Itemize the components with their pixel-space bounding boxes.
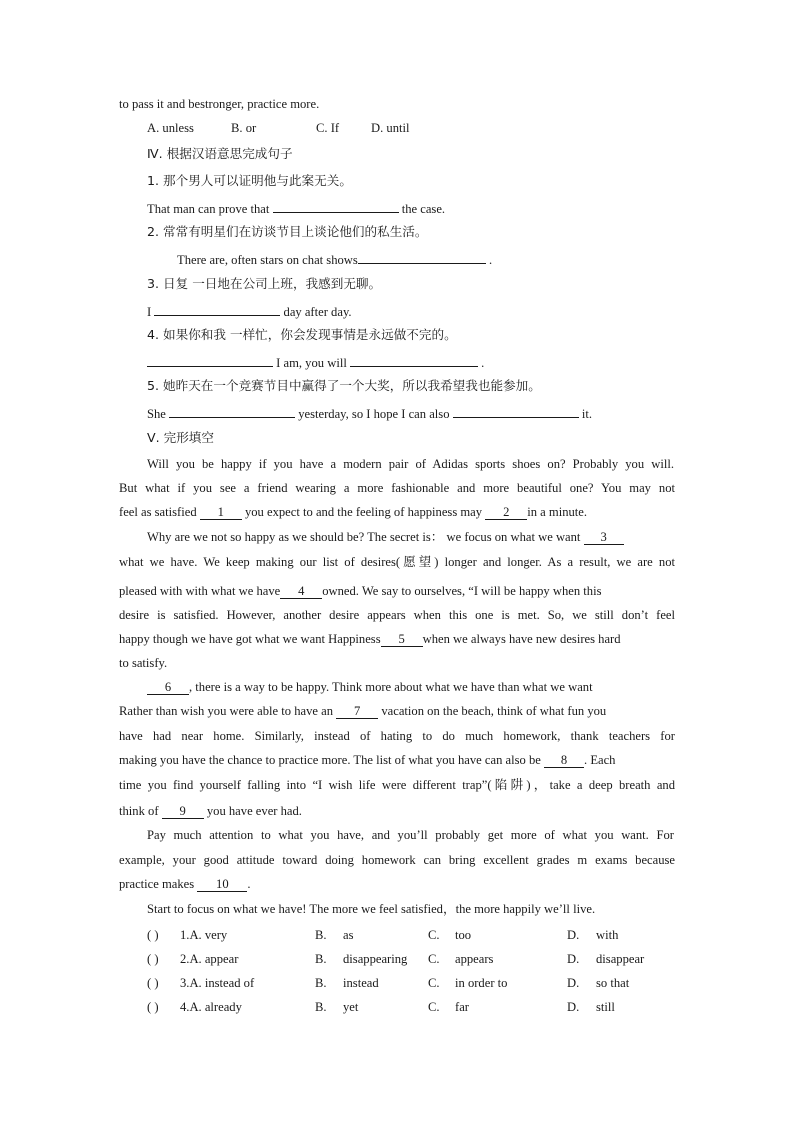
p2-line2: what we have. We keep making our list of desires(愿望) longer and longer. As a result, we are not: [119, 555, 675, 569]
item3-before: I: [147, 305, 152, 319]
p1-text-a: feel as satisfied: [119, 505, 197, 519]
prev-option-d: D. until: [371, 121, 410, 135]
section4-item1-cn: 1. 那个男人可以证明他与此案无关。: [147, 173, 352, 188]
p3-text-e: . Each: [584, 753, 616, 767]
option-b-letter: B.: [315, 952, 327, 966]
blank-2[interactable]: 2: [485, 506, 527, 520]
p3-line3: have had near home. Similarly, instead of hating to do much homework, thank teachers for: [119, 729, 675, 743]
section4-heading: Ⅳ. 根据汉语意思完成句子: [147, 146, 293, 161]
p3-text-c: vacation on the beach, think of what fun you: [381, 704, 607, 718]
p2-text-e: when we always have new desires hard: [422, 632, 621, 646]
p1-text-b: you expect to and the feeling of happiness may: [244, 505, 483, 519]
option-d-letter: D.: [567, 952, 580, 966]
blank-8[interactable]: 8: [544, 754, 584, 768]
item1-blank[interactable]: [273, 199, 399, 213]
blank-10[interactable]: 10: [197, 878, 247, 892]
item4-mid: I am, you will: [276, 356, 347, 370]
option-b[interactable]: yet: [343, 1000, 359, 1014]
p2-text-a: Why are we not so happy as we should be? The secret is： we focus on what we want: [147, 530, 581, 544]
answer-paren[interactable]: ( ): [147, 952, 159, 966]
option-b-letter: B.: [315, 976, 327, 990]
item4-blank-1[interactable]: [147, 353, 273, 367]
item2-after: .: [488, 253, 493, 267]
section4-item5-en: [147, 404, 592, 422]
blank-4[interactable]: 4: [280, 585, 322, 599]
item5-blank-2[interactable]: [453, 404, 579, 418]
section4-item3-cn: 3. 日复 一日地在公司上班，我感到无聊。: [147, 276, 382, 291]
section4-item2-en: [177, 250, 492, 268]
option-c[interactable]: far: [455, 1000, 469, 1014]
item5-blank-1[interactable]: [169, 404, 295, 418]
p4-line1: Pay much attention to what you have, and you’ll probably get more of what you want. For: [147, 828, 674, 842]
answer-paren[interactable]: ( ): [147, 976, 159, 990]
p5-line: Start to focus on what we have! The more we feel satisfied，the more happily we’ll live.: [147, 902, 596, 916]
p3-line4: [119, 752, 615, 768]
p1-text-c: in a minute.: [527, 505, 588, 519]
option-d[interactable]: so that: [596, 976, 630, 990]
section4-item2-cn: 2. 常常有明星们在访谈节目上谈论他们的私生活。: [147, 224, 428, 239]
blank-1[interactable]: 1: [200, 506, 242, 520]
section4-item1-en: [147, 199, 445, 217]
blank-7[interactable]: 7: [336, 705, 378, 719]
blank-5[interactable]: 5: [381, 633, 423, 647]
item1-after: the case.: [401, 202, 446, 216]
option-c[interactable]: too: [455, 928, 472, 942]
option-a[interactable]: 4.A. already: [180, 1000, 242, 1014]
intro-line: to pass it and bestronger, practice more.: [119, 97, 320, 111]
option-c-letter: C.: [428, 928, 440, 942]
item5-before: She: [147, 407, 166, 421]
option-c[interactable]: in order to: [455, 976, 508, 990]
option-b[interactable]: as: [343, 928, 354, 942]
option-c[interactable]: appears: [455, 952, 494, 966]
option-d[interactable]: disappear: [596, 952, 645, 966]
blank-6[interactable]: 6: [147, 681, 189, 695]
p1-line1: Will you be happy if you have a modern pair of Adidas sports shoes on? Probably you will.: [147, 457, 674, 471]
p4-text-a: practice makes: [119, 877, 195, 891]
p3-text-a: , there is a way to be happy. Think more about what we have than what we want: [189, 680, 593, 694]
p3-line1: [147, 679, 593, 695]
option-c-letter: C.: [428, 952, 440, 966]
option-b[interactable]: instead: [343, 976, 379, 990]
option-a[interactable]: 3.A. instead of: [180, 976, 255, 990]
section4-item4-en: [147, 353, 484, 371]
p2-line3: [119, 583, 602, 599]
p2-line5: [119, 631, 621, 647]
item5-mid: yesterday, so I hope I can also: [298, 407, 450, 421]
p4-line3: [119, 876, 250, 892]
option-c-letter: C.: [428, 976, 440, 990]
p3-text-g: you have ever had.: [206, 804, 302, 818]
item5-after: it.: [581, 407, 592, 421]
blank-3[interactable]: 3: [584, 531, 624, 545]
prev-option-c: C. If: [316, 121, 340, 135]
p4-line2: example, your good attitude toward doing homework can bring excellent grades m exams because: [119, 853, 675, 867]
section4-item5-cn: 5. 她昨天在一个竞赛节目中赢得了一个大奖，所以我希望我也能参加。: [147, 378, 541, 393]
section4-item3-en: [147, 302, 352, 320]
item4-blank-2[interactable]: [350, 353, 478, 367]
section5-heading: Ⅴ. 完形填空: [147, 430, 214, 445]
option-d-letter: D.: [567, 1000, 580, 1014]
prev-option-b: B. or: [231, 121, 257, 135]
option-d-letter: D.: [567, 928, 580, 942]
section4-item4-cn: 4. 如果你和我 一样忙，你会发现事情是永远做不完的。: [147, 327, 457, 342]
item2-blank[interactable]: [358, 250, 486, 264]
p2-text-b: pleased with with what we have: [119, 584, 281, 598]
p3-line5: time you find yourself falling into “I wish life were different trap”(陷阱)，take a deep breath and: [119, 778, 675, 792]
p1-line3: [119, 504, 587, 520]
p3-line2: [119, 703, 606, 719]
option-d[interactable]: still: [596, 1000, 615, 1014]
item2-before: There are, often stars on chat shows: [177, 253, 358, 267]
option-a[interactable]: 1.A. very: [180, 928, 228, 942]
option-c-letter: C.: [428, 1000, 440, 1014]
p3-text-d: making you have the chance to practice more. The list of what you have can also be: [119, 753, 541, 767]
prev-option-a: A. unless: [147, 121, 194, 135]
p3-text-f: think of: [119, 804, 159, 818]
option-d[interactable]: with: [596, 928, 619, 942]
p1-line2: But what if you see a friend wearing a more fashionable and more beautiful one? You may not: [119, 481, 675, 495]
option-b-letter: B.: [315, 1000, 327, 1014]
item3-blank[interactable]: [154, 302, 280, 316]
p2-line6: to satisfy.: [119, 656, 168, 670]
p4-text-b: .: [247, 877, 251, 891]
p2-text-d: happy though we have got what we want Happiness: [119, 632, 381, 646]
answer-paren[interactable]: ( ): [147, 1000, 159, 1014]
p3-line6: [119, 803, 302, 819]
p3-text-b: Rather than wish you were able to have an: [119, 704, 334, 718]
item1-before: That man can prove that: [147, 202, 270, 216]
option-a[interactable]: 2.A. appear: [180, 952, 239, 966]
option-d-letter: D.: [567, 976, 580, 990]
p2-line1: [147, 529, 624, 545]
p2-line4: desire is satisfied. However, another desire appears when this one is met. So, we still don’t feel: [119, 608, 675, 622]
answer-paren[interactable]: ( ): [147, 928, 159, 942]
item3-after: day after day.: [283, 305, 352, 319]
item4-after: .: [481, 356, 485, 370]
option-b[interactable]: disappearing: [343, 952, 408, 966]
p2-text-c: owned. We say to ourselves, “I will be happy when this: [322, 584, 602, 598]
option-b-letter: B.: [315, 928, 327, 942]
blank-9[interactable]: 9: [162, 805, 204, 819]
